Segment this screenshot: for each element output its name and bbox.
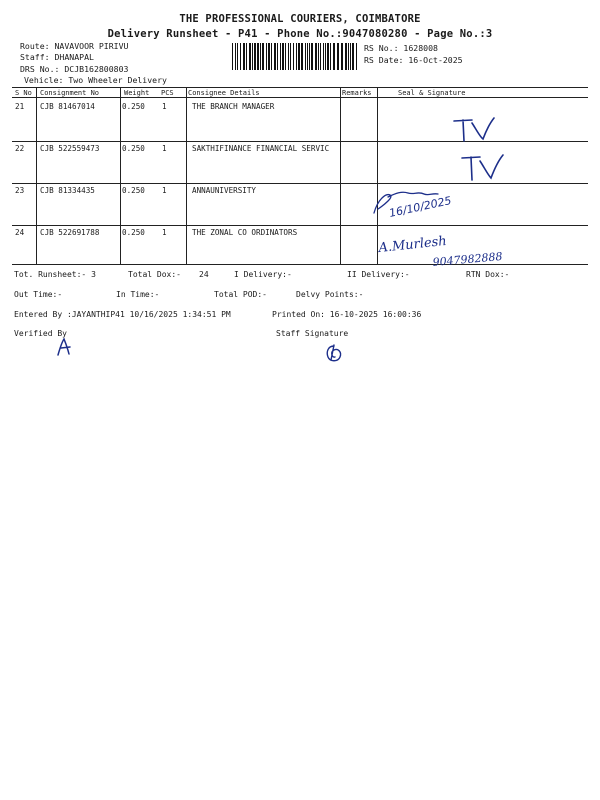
in-time: In Time:- [116,290,160,299]
tot-runsheet: Tot. Runsheet:- 3 [14,270,96,279]
signature-row24 [375,232,535,272]
out-time: Out Time:- [14,290,63,299]
col-header-consignment: Consignment No [40,89,100,97]
handwritten-name: A.Murlesh [377,233,448,256]
row-consignment: CJB 522559473 [40,144,100,153]
row-weight: 0.250 [122,144,145,153]
row-pcs: 1 [162,102,167,111]
staff-signature-mark [322,342,346,366]
row-sno: 21 [15,102,25,111]
col-header-weight: Weight [124,89,150,97]
row-sno: 23 [15,186,25,195]
row-consignment: CJB 81467014 [40,102,95,111]
row-pcs: 1 [162,144,167,153]
route-label: Route: NAVAVOOR PIRIVU [20,41,129,51]
handwritten-phone: 9047982888 [432,249,503,269]
drs-number: DRS No.: DCJB162800803 [20,64,129,74]
row-consignee: THE BRANCH MANAGER [192,102,275,111]
ii-delivery: II Delivery:- [347,270,410,279]
vehicle-label: Vehicle: Two Wheeler Delivery [24,75,167,85]
row-sno: 22 [15,144,25,153]
row-consignment: CJB 522691788 [40,228,100,237]
rtn-dox: RTN Dox:- [466,270,510,279]
entered-by: Entered By :JAYANTHIP41 10/16/2025 1:34:51 PM [14,310,231,319]
i-delivery: I Delivery:- [234,270,292,279]
rs-number: RS No.: 1628008 [364,43,438,53]
total-dox-label: Total Dox:- [128,270,181,279]
staff-label: Staff: DHANAPAL [20,52,94,62]
verified-by-label: Verified By [14,329,67,338]
staff-signature-label: Staff Signature [276,329,349,338]
company-title: THE PROFESSIONAL COURIERS, COIMBATORE [179,13,421,25]
row-weight: 0.250 [122,102,145,111]
col-header-sno: S No [15,89,32,97]
rs-date: RS Date: 16-Oct-2025 [364,55,463,65]
row-weight: 0.250 [122,228,145,237]
row-consignee: SAKTHIFINANCE FINANCIAL SERVIC [192,144,330,153]
handwritten-date: 16/10/2025 [387,194,453,220]
row-weight: 0.250 [122,186,145,195]
delvy-points: Delvy Points:- [296,290,364,299]
row-consignment: CJB 81334435 [40,186,95,195]
runsheet-subtitle: Delivery Runsheet - P41 - Phone No.:9047080280 - Page No.:3 [107,28,493,40]
col-header-remarks: Remarks [342,89,372,97]
row-consignee: ANNAUNIVERSITY [192,186,257,195]
printed-on: Printed On: 16-10-2025 16:00:36 [272,310,422,319]
signature-row22 [458,152,508,184]
signature-row21 [450,115,500,145]
row-pcs: 1 [162,228,167,237]
total-dox-value: 24 [199,270,209,279]
verifier-signature [52,336,78,358]
col-header-pcs: PCS [161,89,174,97]
row-sno: 24 [15,228,25,237]
col-header-consignee: Consignee Details [188,89,260,97]
row-consignee: THE ZONAL CO ORDINATORS [192,228,298,237]
row-pcs: 1 [162,186,167,195]
total-pod: Total POD:- [214,290,267,299]
signature-row23 [368,185,458,225]
col-header-signature: Seal & Signature [398,89,466,97]
barcode-image [232,43,360,70]
